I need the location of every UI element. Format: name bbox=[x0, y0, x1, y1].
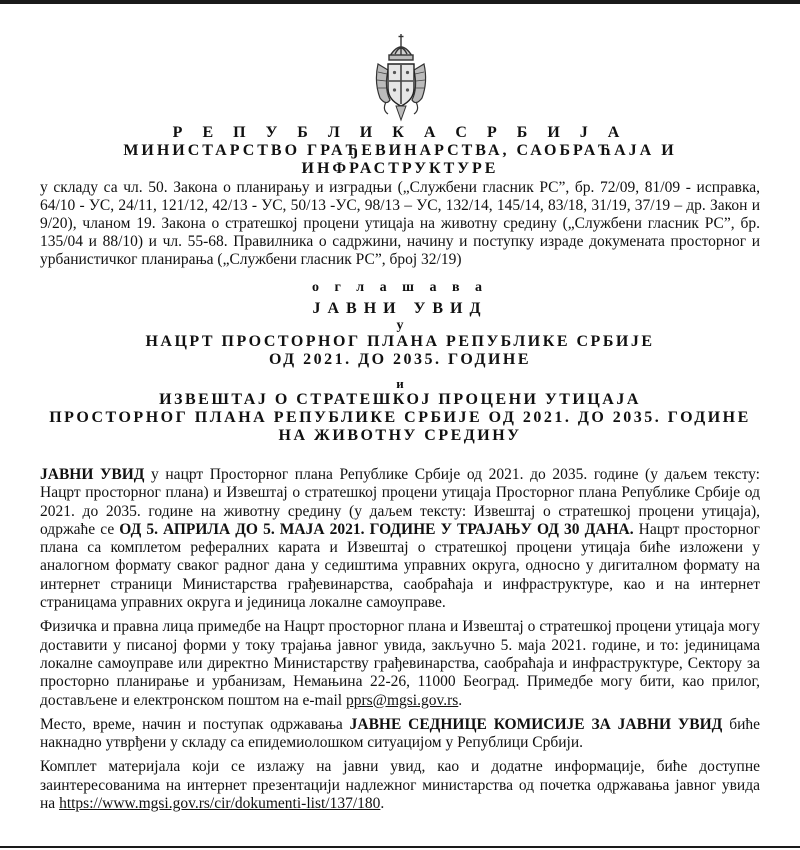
ministry-heading-line2: ИНФРАСТРУКТУРЕ bbox=[301, 160, 499, 177]
public-review-heading: ЈАВНИ УВИД bbox=[312, 300, 488, 317]
report-title-line2: ПРОСТОРНОГ ПЛАНА РЕПУБЛИКЕ СРБИЈЕ ОД 2021. ДО 2035. ГОДИНЕ bbox=[49, 409, 751, 426]
session-bold: ЈАВНЕ СЕДНИЦЕ КОМИСИЈЕ ЗА ЈАВНИ УВИД bbox=[349, 715, 723, 733]
notice-header bbox=[40, 124, 760, 445]
public-review-dates: ОД 5. АПРИЛА ДО 5. МАЈА 2021. ГОДИНЕ У ТРАЈАЊУ ОД 30 ДАНА. bbox=[119, 520, 634, 538]
notice-body bbox=[40, 466, 760, 819]
announce-heading: о г л а ш а в а bbox=[311, 280, 489, 295]
email-link[interactable]: pprs@mgsi.gov.rs bbox=[345, 691, 459, 709]
public-review-lead: ЈАВНИ УВИД bbox=[40, 466, 145, 483]
session-text: Место, време, начин и поступак одржавања bbox=[40, 715, 350, 733]
session-text-end: биће накнадно утврђени у складу са епидемиолошком ситуацијом у Републици Србији. bbox=[40, 715, 761, 752]
paragraph-session bbox=[40, 716, 760, 753]
report-title-line1: ИЗВЕШТАЈ О СТРАТЕШКОЈ ПРОЦЕНИ УТИЦАЈА bbox=[159, 391, 641, 408]
serbian-coat-of-arms-icon bbox=[372, 34, 430, 122]
report-title-line3: НА ЖИВОТНУ СРЕДИНУ bbox=[278, 427, 522, 444]
remarks-text: Физичка и правна лица примедбе на Нацрт просторног плана и Извештај о стратешкој процени утицаја могу доставити у писаној форми у току трајања јавног увида, закључно 5. маја 2021. године, и то: јединицама локалне самоуправе или директно Министарству грађевинарства, саобраћаја и инфраструктуре, Сектору за просторно планирање и урбанизам, Немањина 22-26, 11000 Београд. Примедбе могу бити, као прилог, достављене и електронском поштом на e-mail bbox=[40, 618, 760, 709]
conjunction-and: и bbox=[396, 376, 404, 391]
plan-title-line1: НАЦРТ ПРОСТОРНОГ ПЛАНА РЕПУБЛИКЕ СРБИЈЕ bbox=[145, 333, 655, 350]
paragraph-public-review bbox=[40, 466, 760, 612]
bottom-border bbox=[0, 846, 800, 848]
paragraph-materials bbox=[40, 758, 760, 813]
republic-heading: Р Е П У Б Л И К А С Р Б И Ј А bbox=[172, 124, 628, 141]
preposition-in: у bbox=[396, 318, 404, 333]
public-review-display-text: Нацрт просторног плана са комплетом реферaлних карата и Извештај о стратешкој процени утицаја биће изложени у аналогном формату сваког радног дана у седиштима управних округа, односно у дигиталном формату на интернет страници Министарства грађевинарства, саобраћаја и инфраструктуре, као и на интернет страницама управних округа и јединица локалне самоуправе. bbox=[40, 520, 760, 612]
paragraph-remarks bbox=[40, 618, 760, 709]
top-border bbox=[0, 0, 800, 4]
materials-text: Комплет материјала који се излажу на јавни увид, као и додатне информације, биће доступне заинтересованима на интернет презентацији надлежног министарства од почетка одржавања јавног увида на bbox=[40, 758, 760, 813]
materials-end: . bbox=[380, 795, 385, 813]
legal-basis-text: у складу са чл. 50. Закона о планирању и изградњи („Службени гласник РС”, бр. 72/09, 81/09 - исправка, 64/10 - УС, 24/11, 121/12, 42/13 - УС, 50/13 -УС, 98/13 – УС, 132/14, 145/14, 83/18, 31/19, 37/19 – др. Закон и 9/20), чланом 19. Закона о стратешкој процени утицаја на животну средину („Службени гласник РС”, бр. 135/04 и 88/10) и чл. 55-68. Правилника о садржини, начину и поступку израде докумената просторног и урбанистичког планирања („Службени гласник РС”, број 32/19) bbox=[40, 179, 760, 268]
materials-url-link[interactable]: https://www.mgsi.gov.rs/cir/dokumenti-list/137/180 bbox=[59, 795, 381, 813]
plan-title-line2: ОД 2021. ДО 2035. ГОДИНЕ bbox=[268, 351, 532, 368]
public-review-text: у нацрт Просторног плана Републике Србије од 2021. до 2035. године (у даљем тексту: Нацрт просторног плана) и Извештај о стратешкој процени утицаја Просторног плана Републике Србије од 2021. до 2035. године на животну средину (у даљем тексту: Извештај о стратешкој процени утицаја), одржаће се bbox=[40, 466, 760, 538]
ministry-heading-line1: МИНИСТАРСТВО ГРАЂЕВИНАРСТВА, САОБРАЋАЈА И bbox=[123, 142, 677, 159]
remarks-end: . bbox=[458, 691, 463, 709]
